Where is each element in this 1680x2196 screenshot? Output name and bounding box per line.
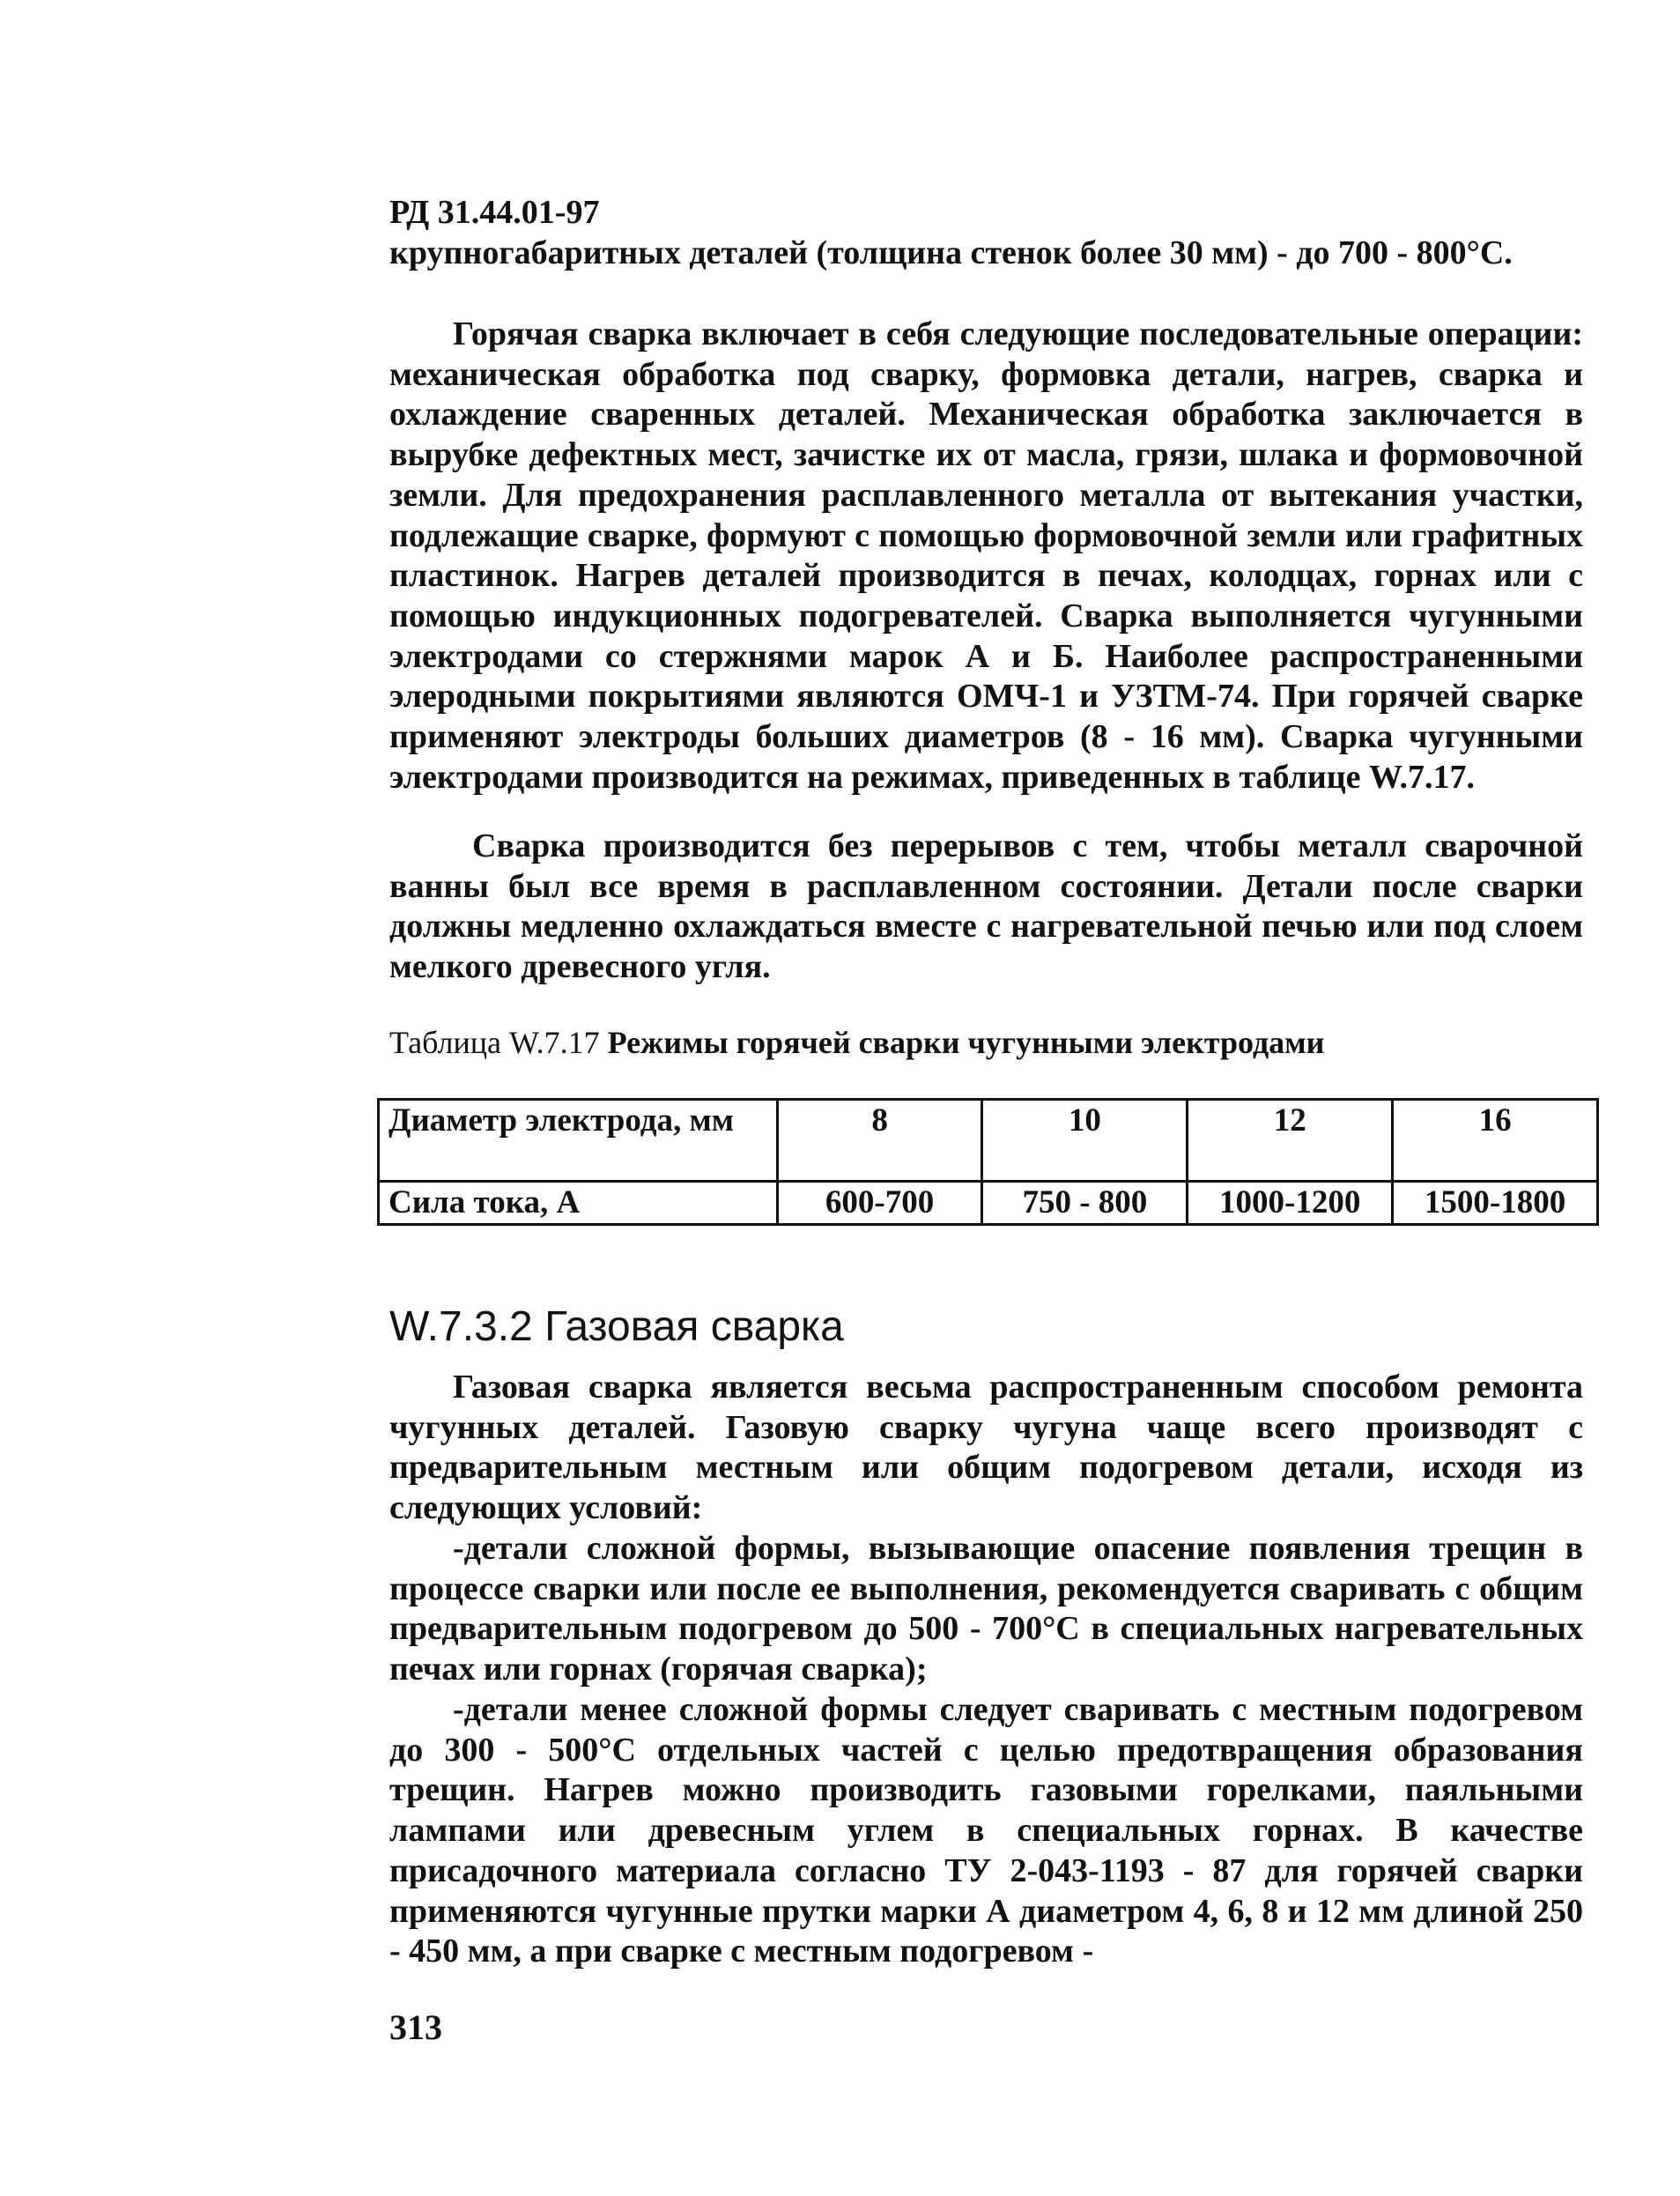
- table-cell: 600-700: [777, 1182, 982, 1225]
- table-row: [379, 1182, 1598, 1225]
- table-row-label: Сила тока, А: [379, 1182, 778, 1225]
- table-row: [379, 1100, 1598, 1182]
- table-caption: [389, 1022, 1583, 1063]
- table-cell: 1500-1800: [1393, 1182, 1598, 1225]
- document-code: РД 31.44.01-97: [389, 194, 600, 231]
- section-heading: W.7.3.2 Газовая сварка: [389, 1303, 844, 1350]
- page-number: 313: [389, 2007, 442, 2047]
- paragraph-continuation: крупногабаритных деталей (толщина стенок более 30 мм) - до 700 - 800°С.: [389, 234, 1513, 271]
- table-caption-title: Режимы горячей сварки чугунными электродами: [607, 1025, 1325, 1060]
- table-cell: 8: [777, 1100, 982, 1182]
- paragraph-complex-parts: -детали сложной формы, вызывающие опасение появления трещин в процессе сварки или после ее выполнения, рекомендуется сваривать с общим предварительным подогревом до 500 - 700°С в специальных нагревательных печах или горнах (горячая сварка);: [389, 1530, 1583, 1688]
- paragraph-hot-welding: Горячая сварка включает в себя следующие последовательные операции: механическая обработка под сварку, формовка детали, нагрев, сварка и охлаждение сваренных деталей. Механическая обработка заключается в вырубке дефектных мест, зачистке их от масла, грязи, шлака и формовочной земли. Для предохранения расплавленного металла от вытекания участки, подлежащие сварке, формуют с помощью формовочной земли или графитных пластинок. Нагрев деталей производится в печах, колодцах, горнах или с помощью индукционных подогревателей. Сварка выполняется чугунными электродами со стержнями марок А и Б. Наиболее распространенными элеродными покрытиями являются ОМЧ-1 и УЗТМ-74. При горячей сварке применяют электроды больших диаметров (8 - 16 мм). Сварка чугунными электродами производится на режимах, приведенных в таблице W.7.17.: [389, 315, 1583, 796]
- table-cell: 16: [1393, 1100, 1598, 1182]
- paragraph-simple-parts: -детали менее сложной формы следует сваривать с местным подогревом до 300 - 500°С отдельных частей с целью предотвращения образования трещин. Нагрев можно производить газовыми горелками, паяльными лампами или древесным углем в специальных горнах. В качестве присадочного материала согласно ТУ 2-043-1193 - 87 для горячей сварки применяются чугунные прутки марки А диаметром 4, 6, 8 и 12 мм длиной 250 - 450 мм, а при сварке с местным подогревом -: [389, 1691, 1583, 1970]
- paragraph-cooling: Сварка производится без перерывов с тем, чтобы металл сварочной ванны был все время в расплавленном состоянии. Детали после сварки должны медленно охлаждаться вместе с нагревательной печью или под слоем мелкого древесного угля.: [389, 827, 1583, 986]
- table-cell: 750 - 800: [982, 1182, 1188, 1225]
- table-cell: 1000-1200: [1188, 1182, 1393, 1225]
- paragraph-gas-welding-intro: Газовая сварка является весьма распространенным способом ремонта чугунных деталей. Газовую сварку чугуна чаще всего производят с предварительным местным или общим подогревом детали, исходя из следующих условий:: [389, 1369, 1583, 1527]
- table-caption-prefix: Таблица W.7.17: [389, 1025, 600, 1060]
- table-cell: 12: [1188, 1100, 1393, 1182]
- table-row-label: Диаметр электрода, мм: [379, 1100, 778, 1182]
- welding-modes-table: [377, 1098, 1599, 1226]
- table-cell: 10: [982, 1100, 1188, 1182]
